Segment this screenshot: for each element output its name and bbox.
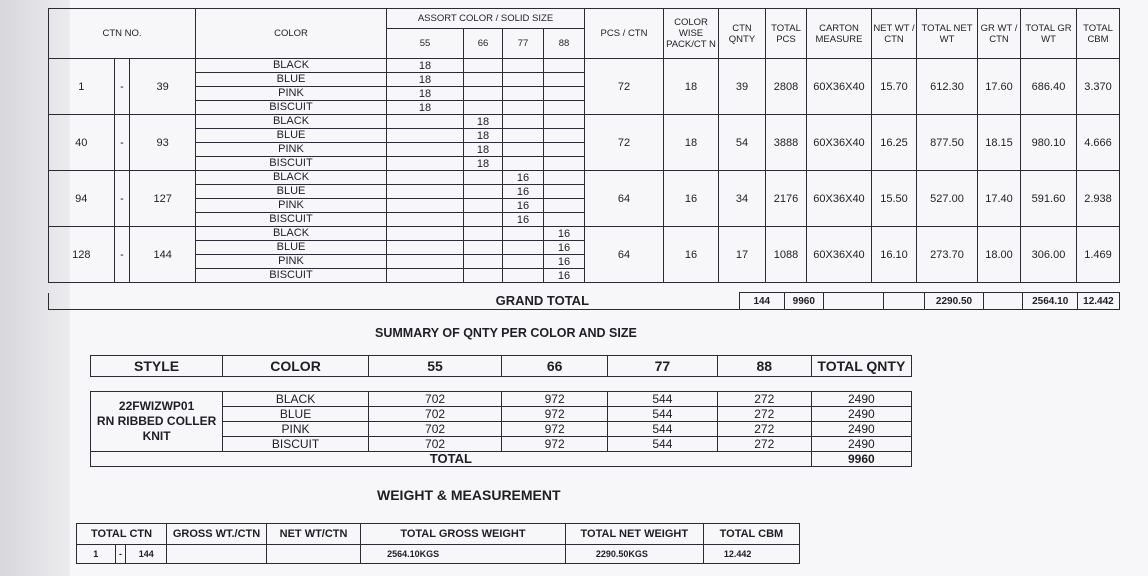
- size-qty-cell: [387, 213, 464, 227]
- size-qty-cell: [464, 59, 503, 73]
- ctn-qnty: 34: [719, 171, 766, 227]
- color-cell: BISCUIT: [196, 213, 387, 227]
- size-qty-cell: [503, 87, 544, 101]
- weights-header-net-ctn: NET WT/CTN: [267, 524, 361, 545]
- ctn-qnty: 39: [719, 59, 766, 115]
- net-wt-ctn: 15.50: [872, 171, 917, 227]
- total-net-wt: 527.00: [917, 171, 978, 227]
- ctn-qnty: 54: [719, 115, 766, 171]
- ctn-from: 94: [49, 171, 115, 227]
- summary-style-cell: [91, 392, 223, 452]
- size-qty-cell: [503, 101, 544, 115]
- pcs-ctn: 64: [585, 171, 664, 227]
- total-cbm: 4.666: [1077, 115, 1120, 171]
- size-qty-cell: [387, 241, 464, 255]
- header-carton-measure: CARTON MEASURE: [807, 9, 872, 59]
- summary-total: 2490: [811, 422, 911, 437]
- summary-q77: 544: [608, 407, 718, 422]
- pcs-ctn: 72: [585, 115, 664, 171]
- color-cell: PINK: [196, 87, 387, 101]
- summary-q66: 972: [502, 407, 608, 422]
- size-qty-cell: [503, 129, 544, 143]
- summary-q66: 972: [502, 392, 608, 407]
- size-qty-cell: 18: [464, 129, 503, 143]
- ctn-dash: -: [114, 227, 130, 283]
- packing-row: [49, 227, 1120, 241]
- size-qty-cell: 18: [464, 115, 503, 129]
- size-qty-cell: [544, 101, 585, 115]
- summary-total: 2490: [811, 392, 911, 407]
- size-header: 55: [387, 29, 464, 59]
- summary-header-size: 77: [608, 356, 718, 377]
- summary-q77: 544: [608, 437, 718, 452]
- gr-wt-ctn: 17.60: [978, 59, 1021, 115]
- size-qty-cell: 18: [387, 73, 464, 87]
- packing-row: [49, 115, 1120, 129]
- size-qty-cell: [464, 199, 503, 213]
- summary-q88: 272: [717, 422, 811, 437]
- size-qty-cell: [464, 269, 503, 283]
- size-qty-cell: 16: [544, 241, 585, 255]
- size-qty-cell: [503, 241, 544, 255]
- summary-table: [90, 355, 912, 467]
- net-wt-ctn: 15.70: [872, 59, 917, 115]
- total-net-wt: 273.70: [917, 227, 978, 283]
- size-qty-cell: [544, 87, 585, 101]
- size-qty-cell: [503, 269, 544, 283]
- header-total-net-wt: TOTAL NET WT: [917, 9, 978, 59]
- header-ctn-qnty: CTN QNTY: [719, 9, 766, 59]
- size-qty-cell: 18: [464, 143, 503, 157]
- summary-color: BISCUIT: [223, 437, 369, 452]
- total-net-wt: 877.50: [917, 115, 978, 171]
- grand-total-cbm: 12.442: [1077, 293, 1119, 310]
- size-qty-cell: 18: [387, 59, 464, 73]
- size-qty-cell: [387, 129, 464, 143]
- summary-q88: 272: [717, 407, 811, 422]
- weights-ctn-from: 1: [77, 545, 116, 564]
- total-cbm: 1.469: [1077, 227, 1120, 283]
- weights-total-net-value: 2290.50KGS: [565, 545, 703, 564]
- total-cbm: 3.370: [1077, 59, 1120, 115]
- color-cell: BLUE: [196, 129, 387, 143]
- total-net-wt: 612.30: [917, 59, 978, 115]
- header-color-wise-pack: COLOR WISE PACK/CT N: [664, 9, 719, 59]
- grand-total-ctn: 144: [740, 293, 785, 310]
- ctn-dash: -: [114, 59, 130, 115]
- summary-total: 2490: [811, 437, 911, 452]
- weights-title: WEIGHT & MEASUREMENT: [377, 487, 561, 503]
- weights-header-total-gross: TOTAL GROSS WEIGHT: [361, 524, 566, 545]
- size-qty-cell: 16: [503, 171, 544, 185]
- total-gr-wt: 686.40: [1021, 59, 1077, 115]
- size-qty-cell: 16: [544, 227, 585, 241]
- size-qty-cell: [387, 143, 464, 157]
- packing-row: [49, 171, 1120, 185]
- size-qty-cell: [387, 115, 464, 129]
- summary-total-label: TOTAL: [91, 452, 812, 467]
- total-pcs: 2176: [766, 171, 807, 227]
- size-qty-cell: [544, 213, 585, 227]
- summary-total-row: [91, 452, 912, 467]
- weights-gross-ctn-value: [167, 545, 267, 564]
- gr-wt-ctn: 18.15: [978, 115, 1021, 171]
- total-gr-wt: 591.60: [1021, 171, 1077, 227]
- header-gr-wt-ctn: GR WT / CTN: [978, 9, 1021, 59]
- size-qty-cell: [544, 115, 585, 129]
- color-cell: PINK: [196, 143, 387, 157]
- grand-total-pcs: 9960: [784, 293, 824, 310]
- summary-q66: 972: [502, 437, 608, 452]
- summary-total: 2490: [811, 407, 911, 422]
- summary-q55: 702: [368, 422, 501, 437]
- ctn-to: 39: [130, 59, 196, 115]
- summary-header-row: [91, 356, 912, 377]
- summary-q88: 272: [717, 392, 811, 407]
- header-total-gr-wt: TOTAL GR WT: [1021, 9, 1077, 59]
- size-qty-cell: [464, 213, 503, 227]
- weights-header-gross-ctn: GROSS WT./CTN: [167, 524, 267, 545]
- style-line: RN RIBBED COLLER: [96, 414, 217, 428]
- summary-header-size: 88: [717, 356, 811, 377]
- size-qty-cell: [503, 157, 544, 171]
- color-cell: BLACK: [196, 171, 387, 185]
- packing-header-row: [49, 9, 1120, 29]
- summary-header-total: TOTAL QNTY: [811, 356, 911, 377]
- size-qty-cell: [387, 185, 464, 199]
- ctn-from: 40: [49, 115, 115, 171]
- ctn-to: 93: [130, 115, 196, 171]
- summary-q55: 702: [368, 437, 501, 452]
- weights-header-total-net: TOTAL NET WEIGHT: [565, 524, 703, 545]
- packing-table: [48, 8, 1120, 283]
- color-wise-pack: 18: [664, 59, 719, 115]
- size-qty-cell: [387, 227, 464, 241]
- size-qty-cell: 18: [464, 157, 503, 171]
- color-cell: BLUE: [196, 185, 387, 199]
- size-qty-cell: [464, 73, 503, 87]
- size-qty-cell: [544, 59, 585, 73]
- pcs-ctn: 72: [585, 59, 664, 115]
- size-qty-cell: [544, 185, 585, 199]
- size-qty-cell: 18: [387, 101, 464, 115]
- summary-q88: 272: [717, 437, 811, 452]
- header-pcs-ctn: PCS / CTN: [585, 9, 664, 59]
- size-qty-cell: [544, 73, 585, 87]
- size-header: 88: [544, 29, 585, 59]
- size-qty-cell: [544, 129, 585, 143]
- size-qty-cell: [544, 199, 585, 213]
- color-wise-pack: 16: [664, 227, 719, 283]
- summary-header-color: COLOR: [223, 356, 369, 377]
- color-cell: BISCUIT: [196, 101, 387, 115]
- size-qty-cell: [387, 255, 464, 269]
- size-qty-cell: 16: [503, 213, 544, 227]
- color-cell: BLACK: [196, 59, 387, 73]
- pcs-ctn: 64: [585, 227, 664, 283]
- size-qty-cell: [387, 171, 464, 185]
- grand-total-blank: [824, 293, 884, 310]
- color-cell: PINK: [196, 255, 387, 269]
- grand-total-blank: [883, 293, 924, 310]
- weights-header-total-ctn: TOTAL CTN: [77, 524, 167, 545]
- grand-total-blank: [984, 293, 1023, 310]
- size-qty-cell: [464, 185, 503, 199]
- weights-header-row: [77, 524, 800, 545]
- size-qty-cell: [464, 101, 503, 115]
- size-qty-cell: 18: [387, 87, 464, 101]
- size-qty-cell: [503, 227, 544, 241]
- summary-header-size: 55: [368, 356, 501, 377]
- net-wt-ctn: 16.25: [872, 115, 917, 171]
- size-qty-cell: [544, 171, 585, 185]
- ctn-to: 127: [130, 171, 196, 227]
- color-cell: BISCUIT: [196, 269, 387, 283]
- header-total-pcs: TOTAL PCS: [766, 9, 807, 59]
- ctn-dash: -: [114, 115, 130, 171]
- color-cell: BLACK: [196, 115, 387, 129]
- color-wise-pack: 18: [664, 115, 719, 171]
- color-cell: BLACK: [196, 227, 387, 241]
- weights-value-row: [77, 545, 800, 564]
- total-gr-wt: 306.00: [1021, 227, 1077, 283]
- color-cell: BLUE: [196, 73, 387, 87]
- style-line: KNIT: [142, 429, 171, 443]
- size-qty-cell: [464, 255, 503, 269]
- color-cell: BLUE: [196, 241, 387, 255]
- color-cell: BISCUIT: [196, 157, 387, 171]
- size-qty-cell: [503, 255, 544, 269]
- header-color: COLOR: [196, 9, 387, 59]
- size-header: 66: [464, 29, 503, 59]
- net-wt-ctn: 16.10: [872, 227, 917, 283]
- grand-total-net: 2290.50: [925, 293, 984, 310]
- ctn-from: 128: [49, 227, 115, 283]
- weights-table: [76, 523, 800, 564]
- summary-spacer: [91, 377, 912, 392]
- size-qty-cell: [464, 227, 503, 241]
- carton-measure: 60X36X40: [807, 171, 872, 227]
- carton-measure: 60X36X40: [807, 115, 872, 171]
- size-qty-cell: [464, 171, 503, 185]
- ctn-to: 144: [130, 227, 196, 283]
- header-total-cbm: TOTAL CBM: [1077, 9, 1120, 59]
- summary-color: PINK: [223, 422, 369, 437]
- size-qty-cell: [503, 73, 544, 87]
- size-qty-cell: 16: [544, 255, 585, 269]
- total-pcs: 2808: [766, 59, 807, 115]
- total-cbm: 2.938: [1077, 171, 1120, 227]
- packing-body: [49, 59, 1120, 283]
- carton-measure: 60X36X40: [807, 227, 872, 283]
- header-ctn-no: CTN NO.: [49, 9, 196, 59]
- total-gr-wt: 980.10: [1021, 115, 1077, 171]
- color-cell: PINK: [196, 199, 387, 213]
- size-qty-cell: [387, 269, 464, 283]
- summary-body: [91, 392, 912, 467]
- gr-wt-ctn: 17.40: [978, 171, 1021, 227]
- size-qty-cell: [544, 157, 585, 171]
- ctn-from: 1: [49, 59, 115, 115]
- ctn-qnty: 17: [719, 227, 766, 283]
- summary-header-size: 66: [502, 356, 608, 377]
- size-qty-cell: 16: [544, 269, 585, 283]
- size-qty-cell: [387, 157, 464, 171]
- size-qty-cell: [464, 87, 503, 101]
- size-qty-cell: [544, 143, 585, 157]
- summary-q66: 972: [502, 422, 608, 437]
- header-net-wt-ctn: NET WT / CTN: [872, 9, 917, 59]
- size-header: 77: [503, 29, 544, 59]
- total-pcs: 1088: [766, 227, 807, 283]
- summary-q55: 702: [368, 392, 501, 407]
- size-qty-cell: [503, 115, 544, 129]
- ctn-dash: -: [114, 171, 130, 227]
- weights-total-cbm-value: 12.442: [703, 545, 799, 564]
- size-qty-cell: [387, 199, 464, 213]
- style-line: 22FWIZWP01: [118, 399, 195, 413]
- grand-total-label: GRAND TOTAL: [49, 293, 740, 310]
- size-qty-cell: 16: [503, 199, 544, 213]
- summary-color: BLACK: [223, 392, 369, 407]
- weights-header-total-cbm: TOTAL CBM: [703, 524, 799, 545]
- weights-ctn-dash: -: [115, 545, 126, 564]
- grand-total-row: [48, 292, 1120, 310]
- weights-ctn-to: 144: [126, 545, 167, 564]
- color-wise-pack: 16: [664, 171, 719, 227]
- summary-header-style: STYLE: [91, 356, 223, 377]
- summary-q77: 544: [608, 422, 718, 437]
- summary-q77: 544: [608, 392, 718, 407]
- grand-total-gross: 2564.10: [1023, 293, 1077, 310]
- weights-net-ctn-value: [267, 545, 361, 564]
- size-qty-cell: 16: [503, 185, 544, 199]
- carton-measure: 60X36X40: [807, 59, 872, 115]
- summary-title: SUMMARY OF QNTY PER COLOR AND SIZE: [375, 326, 637, 340]
- size-qty-cell: [503, 59, 544, 73]
- summary-row: [91, 392, 912, 407]
- total-pcs: 3888: [766, 115, 807, 171]
- size-qty-cell: [464, 241, 503, 255]
- summary-color: BLUE: [223, 407, 369, 422]
- weights-total-gross-value: 2564.10KGS: [361, 545, 566, 564]
- summary-q55: 702: [368, 407, 501, 422]
- gr-wt-ctn: 18.00: [978, 227, 1021, 283]
- size-qty-cell: [503, 143, 544, 157]
- summary-total-value: 9960: [811, 452, 911, 467]
- packing-row: [49, 59, 1120, 73]
- header-assort: ASSORT COLOR / SOLID SIZE: [387, 9, 585, 29]
